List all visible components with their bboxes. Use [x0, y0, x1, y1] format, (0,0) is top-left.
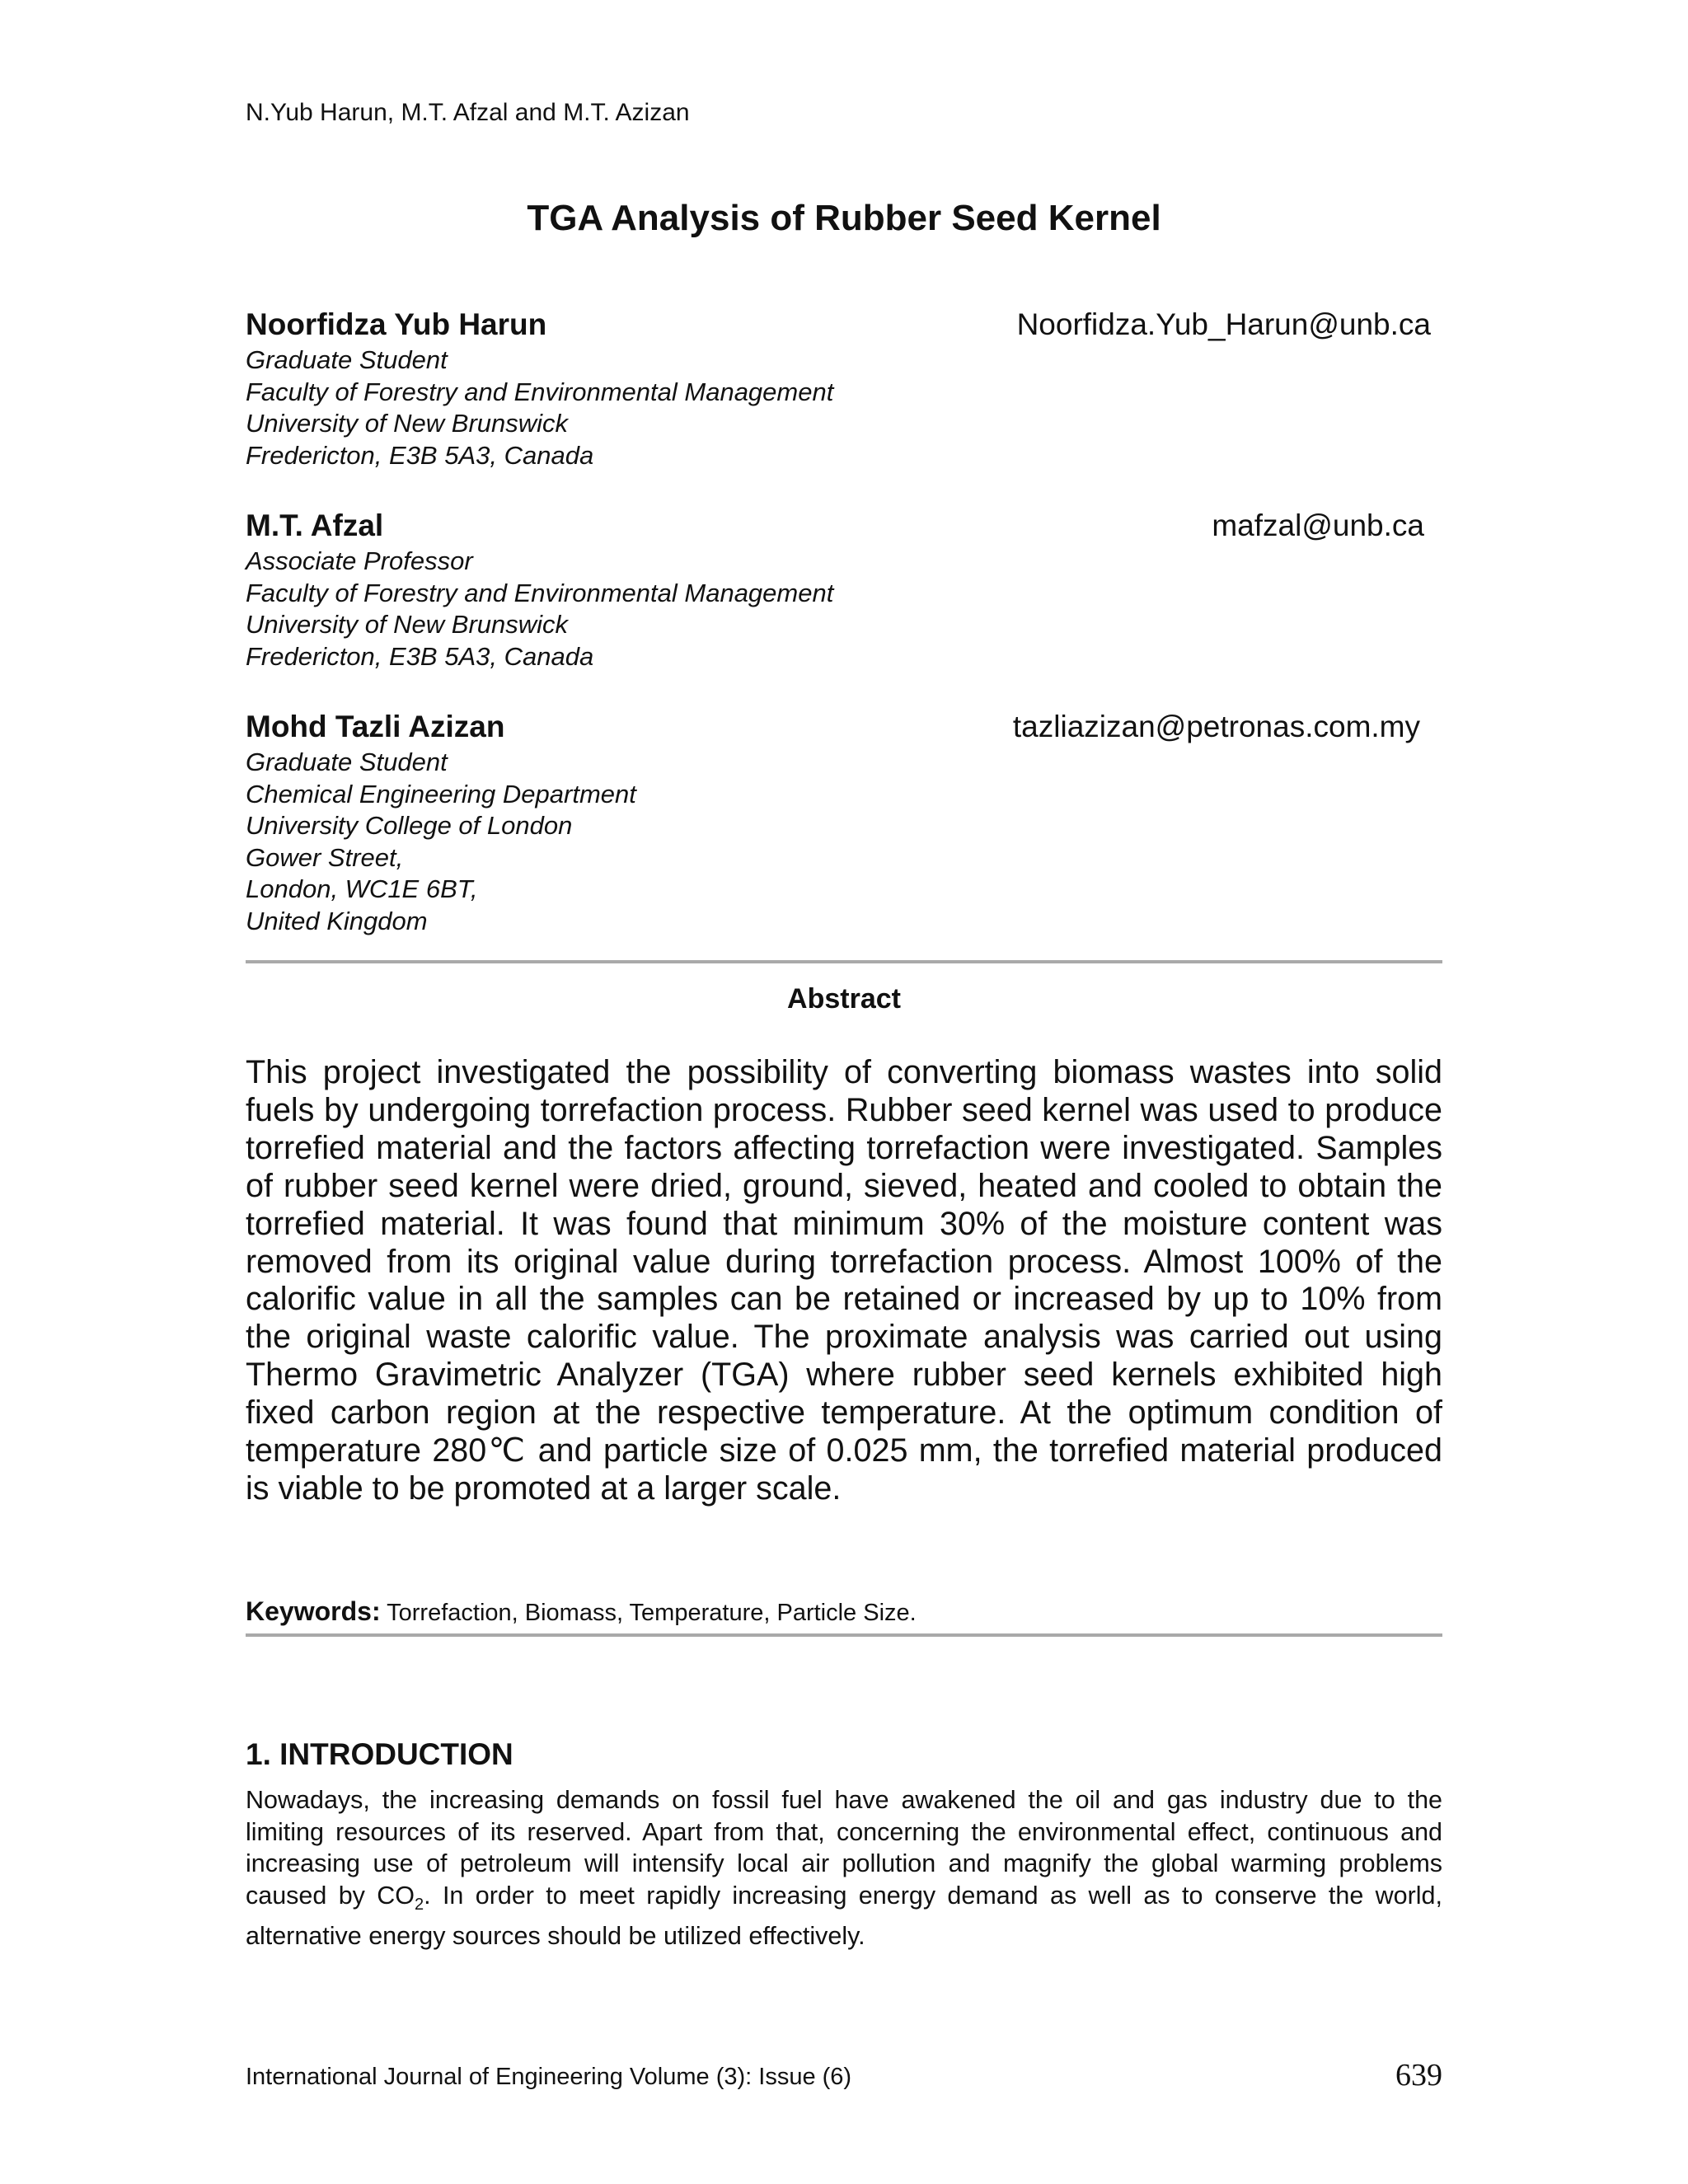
- affiliation-line: Fredericton, E3B 5A3, Canada: [246, 641, 594, 671]
- affiliation-line: Fredericton, E3B 5A3, Canada: [246, 440, 594, 470]
- author-email: Noorfidza.Yub_Harun@unb.ca: [1016, 307, 1431, 341]
- affiliation-line: University of New Brunswick: [246, 409, 569, 438]
- page-number: 639: [1395, 2058, 1442, 2093]
- author-name: M.T. Afzal: [246, 509, 384, 542]
- introduction-text: [246, 1784, 1442, 1952]
- paper-title: TGA Analysis of Rubber Seed Kernel: [527, 198, 1161, 238]
- abstract-text: This project investigated the possibility of converting biomass wastes into solid fuels by undergoing torrefaction process. Rubber seed kernel was used to produce torrefied material and the factors affecting torrefaction were investigated. Samples of rubber seed kernel were dried, ground, sieved, heated and cooled to obtain the torrefied material. It was found that minimum 30% of the moisture content was removed from its original value during torrefaction process. Almost 100% of the calorific value in all the samples can be retained or increased by up to 10% from the original waste calorific value. The proximate analysis was carried out using Thermo Gravimetric Analyzer (TGA) where rubber seed kernels exhibited high fixed carbon region at the respective temperature. At the optimum condition of temperature 280℃ and particle size of 0.025 mm, the torrefied material produced is viable to be promoted at a larger scale.: [246, 1054, 1442, 1507]
- author-affiliation: [246, 747, 636, 937]
- affiliation-line: United Kingdom: [246, 906, 428, 935]
- affiliation-line: Graduate Student: [246, 345, 448, 374]
- author-affiliation: [246, 546, 833, 673]
- section-heading: 1. INTRODUCTION: [246, 1737, 513, 1771]
- running-head: N.Yub Harun, M.T. Afzal and M.T. Azizan: [246, 99, 690, 126]
- intro-text-part: Nowadays, the increasing demands on fossil fuel have awakened the oil and gas industry due to the limiting resources of its reserved. Apart from that, concerning the environmental effect, continuous and increasing use of petroleum will intensify local air pollution and magnify the global warming problems caused by CO: [246, 1786, 1442, 1910]
- co2-subscript: 2: [415, 1895, 424, 1914]
- affiliation-line: Faculty of Forestry and Environmental Management: [246, 578, 834, 607]
- intro-text-part: . In order to meet rapidly increasing energy demand as well as to conserve the world, alternative energy sources should be utilized effectively.: [246, 1881, 1442, 1951]
- affiliation-line: University of New Brunswick: [246, 610, 569, 639]
- abstract-heading: Abstract: [787, 983, 901, 1015]
- affiliation-line: Faculty of Forestry and Environmental Management: [246, 377, 834, 406]
- affiliation-line: Gower Street,: [246, 842, 404, 872]
- author-name: Mohd Tazli Azizan: [246, 710, 505, 743]
- divider: [246, 1633, 1442, 1637]
- keywords: [246, 1596, 917, 1627]
- keywords-text: Torrefaction, Biomass, Temperature, Particle Size.: [387, 1600, 917, 1626]
- author-affiliation: [246, 344, 833, 471]
- affiliation-line: Graduate Student: [246, 748, 448, 776]
- keywords-label: Keywords:: [246, 1596, 381, 1626]
- affiliation-line: University College of London: [246, 811, 573, 840]
- affiliation-line: London, WC1E 6BT,: [246, 874, 478, 903]
- footer-journal: International Journal of Engineering Volume (3): Issue (6): [246, 2064, 852, 2090]
- divider: [246, 960, 1442, 963]
- author-name: Noorfidza Yub Harun: [246, 307, 547, 341]
- author-email: tazliazizan@petronas.com.my: [1012, 710, 1420, 743]
- affiliation-line: Associate Professor: [246, 546, 473, 575]
- affiliation-line: Chemical Engineering Department: [246, 779, 636, 808]
- author-email: mafzal@unb.ca: [1212, 509, 1424, 542]
